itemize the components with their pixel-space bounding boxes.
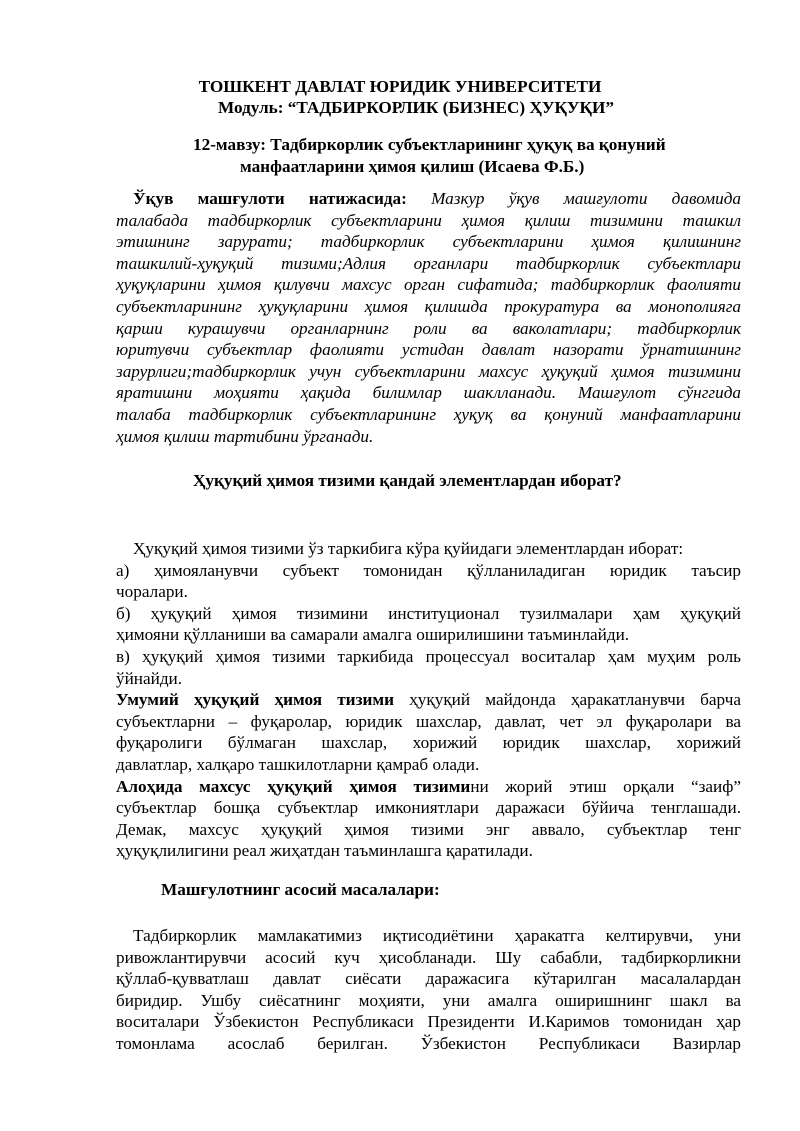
body-line: ўйнайди. (116, 668, 183, 688)
general-system-text: ҳуқуқий майдонда ҳаракатланувчи барча (394, 690, 741, 710)
general-system-line (116, 689, 741, 711)
topic-line-1: 12-мавзу: Тадбиркорлик субъектларининг ҳуқуқ ва қонуний (193, 135, 666, 154)
body-line: б) ҳуқуқий ҳимоя тизимини институционал тузилмалари ҳам ҳуқуқий (116, 603, 741, 623)
body-line: фуқаролиги бўлмаган шахслар, хорижий юридик шахслар, хорижий (116, 733, 741, 753)
learning-outcomes-paragraph (116, 188, 741, 447)
outcome-line: ҳуқуқларини ҳимоя қилувчи махсус орган сифатида; тадбиркорлик фаолияти (116, 275, 741, 295)
outcome-text: Мазкур ўқув машғулоти давомида (431, 189, 741, 208)
outcome-lead: Ўқув машғулоти натижасида: (133, 189, 407, 208)
outcome-line: талаба тадбиркорлик субъектларининг ҳуқуқ ва қонуний манфаатларини (116, 404, 741, 424)
outcome-line: зарурлиги;тадбиркорлик учун субъектларини махсус ҳуқуқий ҳимоя тизимини (116, 361, 741, 381)
special-system-term: Алоҳида махсус ҳуқуқий ҳимоя тизими (116, 776, 471, 796)
body-line: Тадбиркорлик мамлакатимиз иқтисодиётини ҳаракатга келтирувчи, уни (133, 926, 741, 945)
question-heading: Ҳуқуқий ҳимоя тизими қандай элементлардан иборат? (193, 471, 622, 490)
body-line: в) ҳуқуқий ҳимоя тизими таркибида процессуал воситалар ҳам муҳим роль (116, 646, 741, 666)
body-line: а) ҳимояланувчи субъект томонидан қўлланиладиган юридик таъсир (116, 560, 741, 580)
body-line: ҳимояни қўлланиши ва самарали амалга оширилишини таъминлайди. (116, 625, 630, 645)
outcome-line: этишнинг зарурати; тадбиркорлик субъектларини ҳимоя қилишнинг (116, 232, 741, 252)
outcome-line: яратишни моҳияти ҳақида билимлар шаклланади. Машғулот сўнггида (116, 383, 741, 403)
body-line: томонлама асослаб берилган. Ўзбекистон Республикаси Вазирлар (116, 1033, 741, 1053)
topic-line-2: манфаатларини ҳимоя қилиш (Исаева Ф.Б.) (240, 156, 585, 176)
outcome-line: субъектларининг ҳуқуқларини ҳимоя қилишда прокуратура ва монополияга (116, 296, 741, 316)
section-title: Машғулотнинг асосий масалалари: (161, 880, 440, 899)
body-line: Ҳуқуқий ҳимоя тизими ўз таркибига кўра қуйидаги элементлардан иборат: (133, 539, 684, 558)
body-line: воситалари Ўзбекистон Республикаси Президенти И.Каримов томонидан ҳар (116, 1012, 741, 1032)
outcome-line: ташкилий-ҳуқуқий тизими;Адлия органлари тадбиркорлик субъектлари (116, 253, 741, 273)
protection-system-paragraph (116, 538, 741, 862)
body-line: қўллаб-қувватлаш давлат сиёсати даражасига кўтарилган масалалардан (116, 969, 741, 989)
university-title: ТОШКЕНТ ДАВЛАТ ЮРИДИК УНИВЕРСИТЕТИ (198, 77, 602, 96)
outcome-line: қарши курашувчи органларнинг роли ва ваколатлари; тадбиркорлик (116, 318, 741, 338)
outcome-line: талабада тадбиркорлик субъектларини ҳимоя қилиш тизимини ташкил (116, 210, 741, 230)
special-system-line (116, 776, 741, 798)
body-line: субъектларни – фуқаролар, юридик шахслар, давлат, чет эл фуқаролари ва (116, 711, 741, 731)
body-line: Демак, махсус ҳуқуқий ҳимоя тизими энг аввало, субъектлар тенг (116, 819, 741, 839)
body-line: ҳуқуқлилигини реал жиҳатдан таъминлашга қаратилади. (116, 841, 533, 861)
body-line: субъектлар бошқа субъектлар имкониятлари даражаси бўйича тенглашади. (116, 798, 741, 818)
body-line: давлатлар, халқаро ташкилотларни қамраб олади. (116, 754, 480, 774)
body-line: ривожлантирувчи асосий куч ҳисобланади. Шу сабабли, тадбиркорликни (116, 947, 741, 967)
outcome-line (116, 188, 741, 210)
body-line: биридир. Ушбу сиёсатнинг моҳияти, уни амалга оширишнинг шакл ва (116, 990, 741, 1010)
body-line: чоралари. (116, 582, 188, 602)
issues-paragraph (116, 925, 741, 1055)
special-system-text: ни жорий этиш орқали “заиф” (470, 776, 741, 796)
general-system-term: Умумий ҳуқуқий ҳимоя тизими (116, 690, 395, 710)
outcome-line: ҳимоя қилиш тартибини ўрганади. (116, 426, 374, 446)
outcome-line: юритувчи субъектлар фаолияти устидан давлат назорати ўрнатишнинг (116, 340, 741, 360)
module-title: Модуль: “ТАДБИРКОРЛИК (БИЗНЕС) ҲУҚУҚИ” (218, 98, 614, 117)
